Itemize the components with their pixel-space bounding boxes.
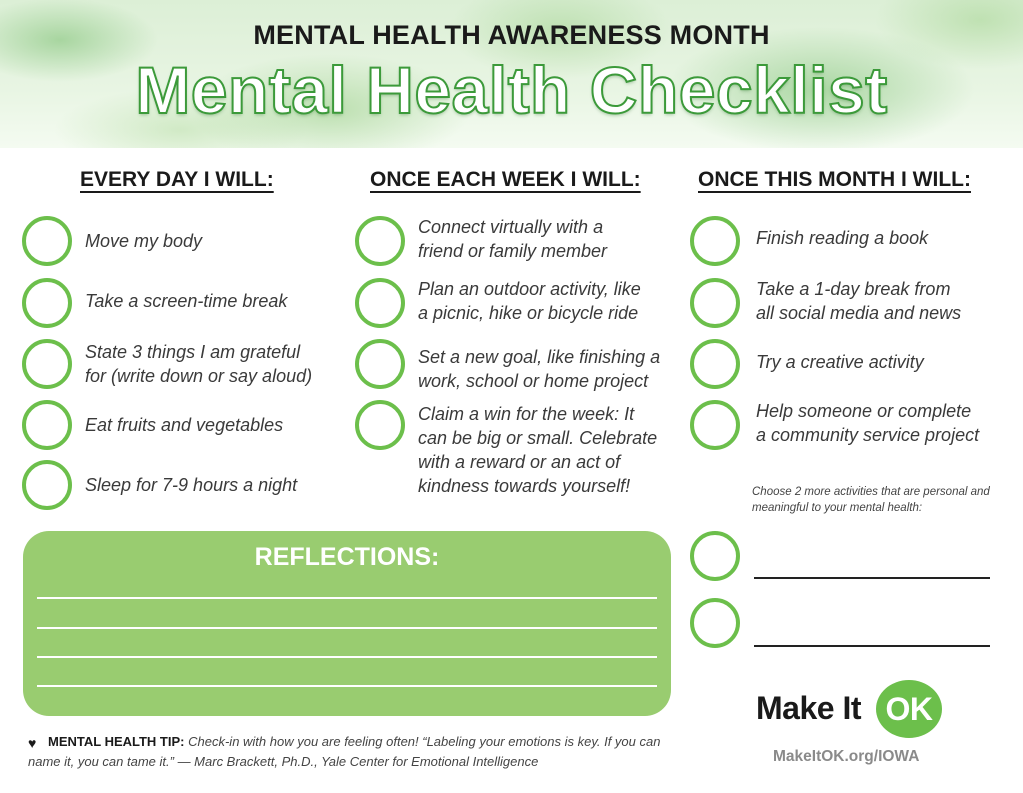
checkbox-circle[interactable] xyxy=(22,400,72,450)
weekly-item-label: Claim a win for the week: It can be big or small. Celebrate with a reward or an act of kindness towards yourself! xyxy=(418,404,658,496)
daily-item-label: State 3 things I am grateful for (write down or say aloud) xyxy=(85,342,313,386)
weekly-item-label: Connect virtually with a friend or family member xyxy=(418,217,608,261)
reflection-line[interactable] xyxy=(37,627,657,629)
reflection-line[interactable] xyxy=(37,685,657,687)
checkbox-circle[interactable] xyxy=(22,278,72,328)
logo-ok-badge: OK xyxy=(876,680,942,738)
weekly-item-label: Set a new goal, like finishing a work, school or home project xyxy=(418,347,661,391)
checkbox-circle[interactable] xyxy=(690,339,740,389)
logo-make-it: Make It xyxy=(756,690,861,726)
checkbox-circle[interactable] xyxy=(690,278,740,328)
checkbox-circle[interactable] xyxy=(22,216,72,266)
checkbox-circle[interactable] xyxy=(690,400,740,450)
page-title: Mental Health Checklist xyxy=(135,53,888,127)
checkbox-circle[interactable] xyxy=(22,339,72,389)
supertitle: MENTAL HEALTH AWARENESS MONTH xyxy=(253,20,770,50)
weekly-item-label: Plan an outdoor activity, like a picnic, hike or bicycle ride xyxy=(418,279,641,323)
checkbox-circle[interactable] xyxy=(690,598,740,648)
daily-item-label: Move my body xyxy=(85,231,203,251)
mental-health-tip xyxy=(28,732,688,772)
heading-every-day: EVERY DAY I WILL: xyxy=(80,168,274,191)
reflection-line[interactable] xyxy=(37,656,657,658)
monthly-item-label: Help someone or complete a community service project xyxy=(756,401,980,445)
daily-item-label: Take a screen-time break xyxy=(85,291,288,311)
heading-once-this-month: ONCE THIS MONTH I WILL: xyxy=(698,168,971,191)
monthly-item-label: Take a 1-day break from all social media and news xyxy=(756,279,962,323)
daily-item-label: Sleep for 7-9 hours a night xyxy=(85,475,298,495)
checkbox-circle[interactable] xyxy=(690,531,740,581)
checkbox-circle[interactable] xyxy=(355,278,405,328)
write-in-line[interactable] xyxy=(754,645,990,647)
tip-heading: MENTAL HEALTH TIP: xyxy=(48,734,185,749)
checkbox-circle[interactable] xyxy=(355,216,405,266)
choose-more-note: Choose 2 more activities that are personal and meaningful to your mental health: xyxy=(752,486,990,514)
monthly-item-label: Try a creative activity xyxy=(756,352,924,372)
checkbox-circle[interactable] xyxy=(355,400,405,450)
reflections-box xyxy=(23,531,671,716)
write-in-line[interactable] xyxy=(754,577,990,579)
heart-icon: ♥ xyxy=(28,735,37,751)
checkbox-circle[interactable] xyxy=(690,216,740,266)
checkbox-circle[interactable] xyxy=(355,339,405,389)
reflection-line[interactable] xyxy=(37,597,657,599)
heading-once-each-week: ONCE EACH WEEK I WILL: xyxy=(370,168,641,191)
logo-url-link[interactable]: MakeItOK.org/IOWA xyxy=(773,748,920,765)
header-banner xyxy=(0,0,1023,148)
monthly-item-label: Finish reading a book xyxy=(756,228,929,248)
checkbox-circle[interactable] xyxy=(22,460,72,510)
daily-item-label: Eat fruits and vegetables xyxy=(85,415,284,435)
tip-body: Check-in with how you are feeling often! “Labeling your emotions is key. If you can name it, you can tame it.” — Marc Brackett, Ph.D., Yale Center for Emotional Intelligence xyxy=(28,734,661,769)
reflections-title: REFLECTIONS: xyxy=(254,543,440,571)
